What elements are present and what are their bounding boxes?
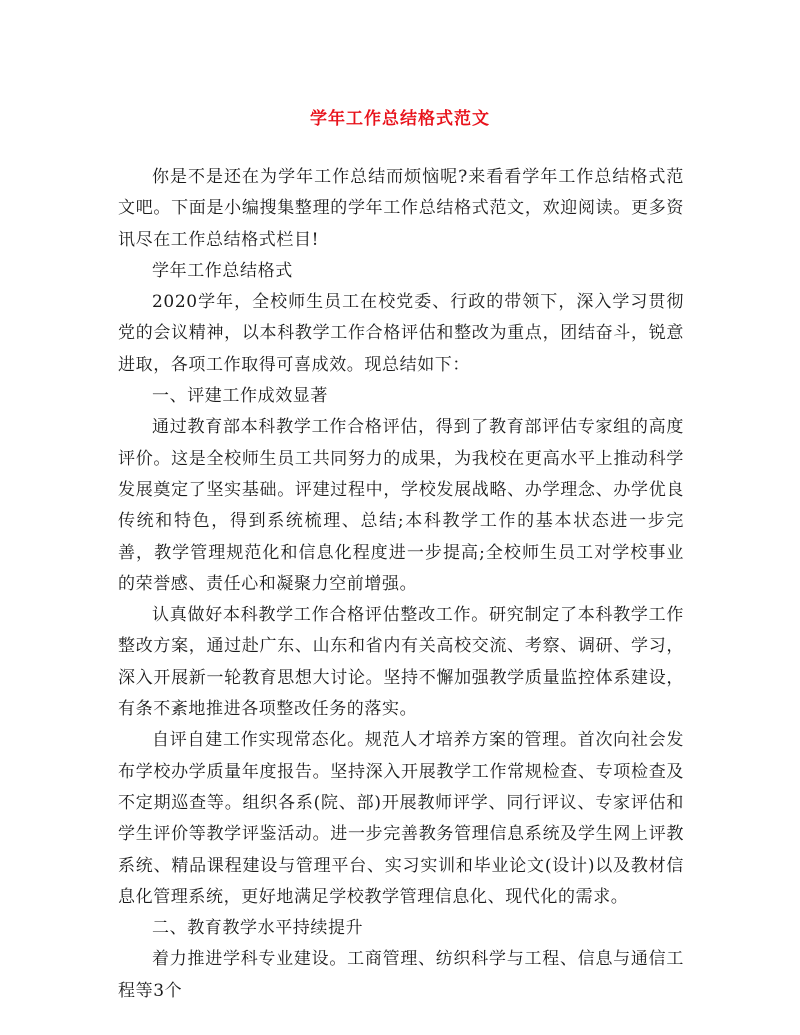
- paragraph-discipline: 着力推进学科专业建设。工商管理、纺织科学与工程、信息与通信工程等3个: [118, 949, 684, 1001]
- document-body: [118, 162, 684, 1007]
- section-heading-1: 一、评建工作成效显著: [152, 386, 328, 407]
- paragraph-subtitle: 学年工作总结格式: [152, 260, 293, 281]
- paragraph-summary: 2020学年，全校师生员工在校党委、行政的带领下，深入学习贯彻党的会议精神，以本科教学工作合格评估和整改为重点，团结奋斗，锐意进取，各项工作取得可喜成效。现总结如下：: [118, 292, 684, 375]
- document-title: 学年工作总结格式范文: [310, 109, 490, 129]
- section-heading-2: 二、教育教学水平持续提升: [152, 918, 364, 939]
- paragraph-intro: 你是不是还在为学年工作总结而烦恼呢?来看看学年工作总结格式范文吧。下面是小编搜集整理的学年工作总结格式范文，欢迎阅读。更多资讯尽在工作总结格式栏目!: [118, 167, 684, 250]
- paragraph-self-evaluation: 自评自建工作实现常态化。规范人才培养方案的管理。首次向社会发布学校办学质量年度报告。坚持深入开展教学工作常规检查、专项检查及不定期巡查等。组织各系(院、部)开展教师评学、同行评议、专家评估和学生评价等教学评鉴活动。进一步完善教务管理信息系统及学生网上评教系统、精品课程建设与管理平台、实习实训和毕业论文(设计)以及教材信息化管理系统，更好地满足学校教学管理信息化、现代化的需求。: [118, 730, 684, 907]
- paragraph-rectification: 认真做好本科教学工作合格评估整改工作。研究制定了本科教学工作整改方案，通过赴广东、山东和省内有关高校交流、考察、调研、学习，深入开展新一轮教育思想大讨论。坚持不懈加强教学质量监控体系建设，有条不紊地推进各项整改任务的落实。: [118, 605, 684, 720]
- paragraph-evaluation: 通过教育部本科教学工作合格评估，得到了教育部评估专家组的高度评价。这是全校师生员工共同努力的成果，为我校在更高水平上推动科学发展奠定了坚实基础。评建过程中，学校发展战略、办学理念、办学优良传统和特色，得到系统梳理、总结;本科教学工作的基本状态进一步完善，教学管理规范化和信息化程度进一步提高;全校师生员工对学校事业的荣誉感、责任心和凝聚力空前增强。: [118, 417, 684, 594]
